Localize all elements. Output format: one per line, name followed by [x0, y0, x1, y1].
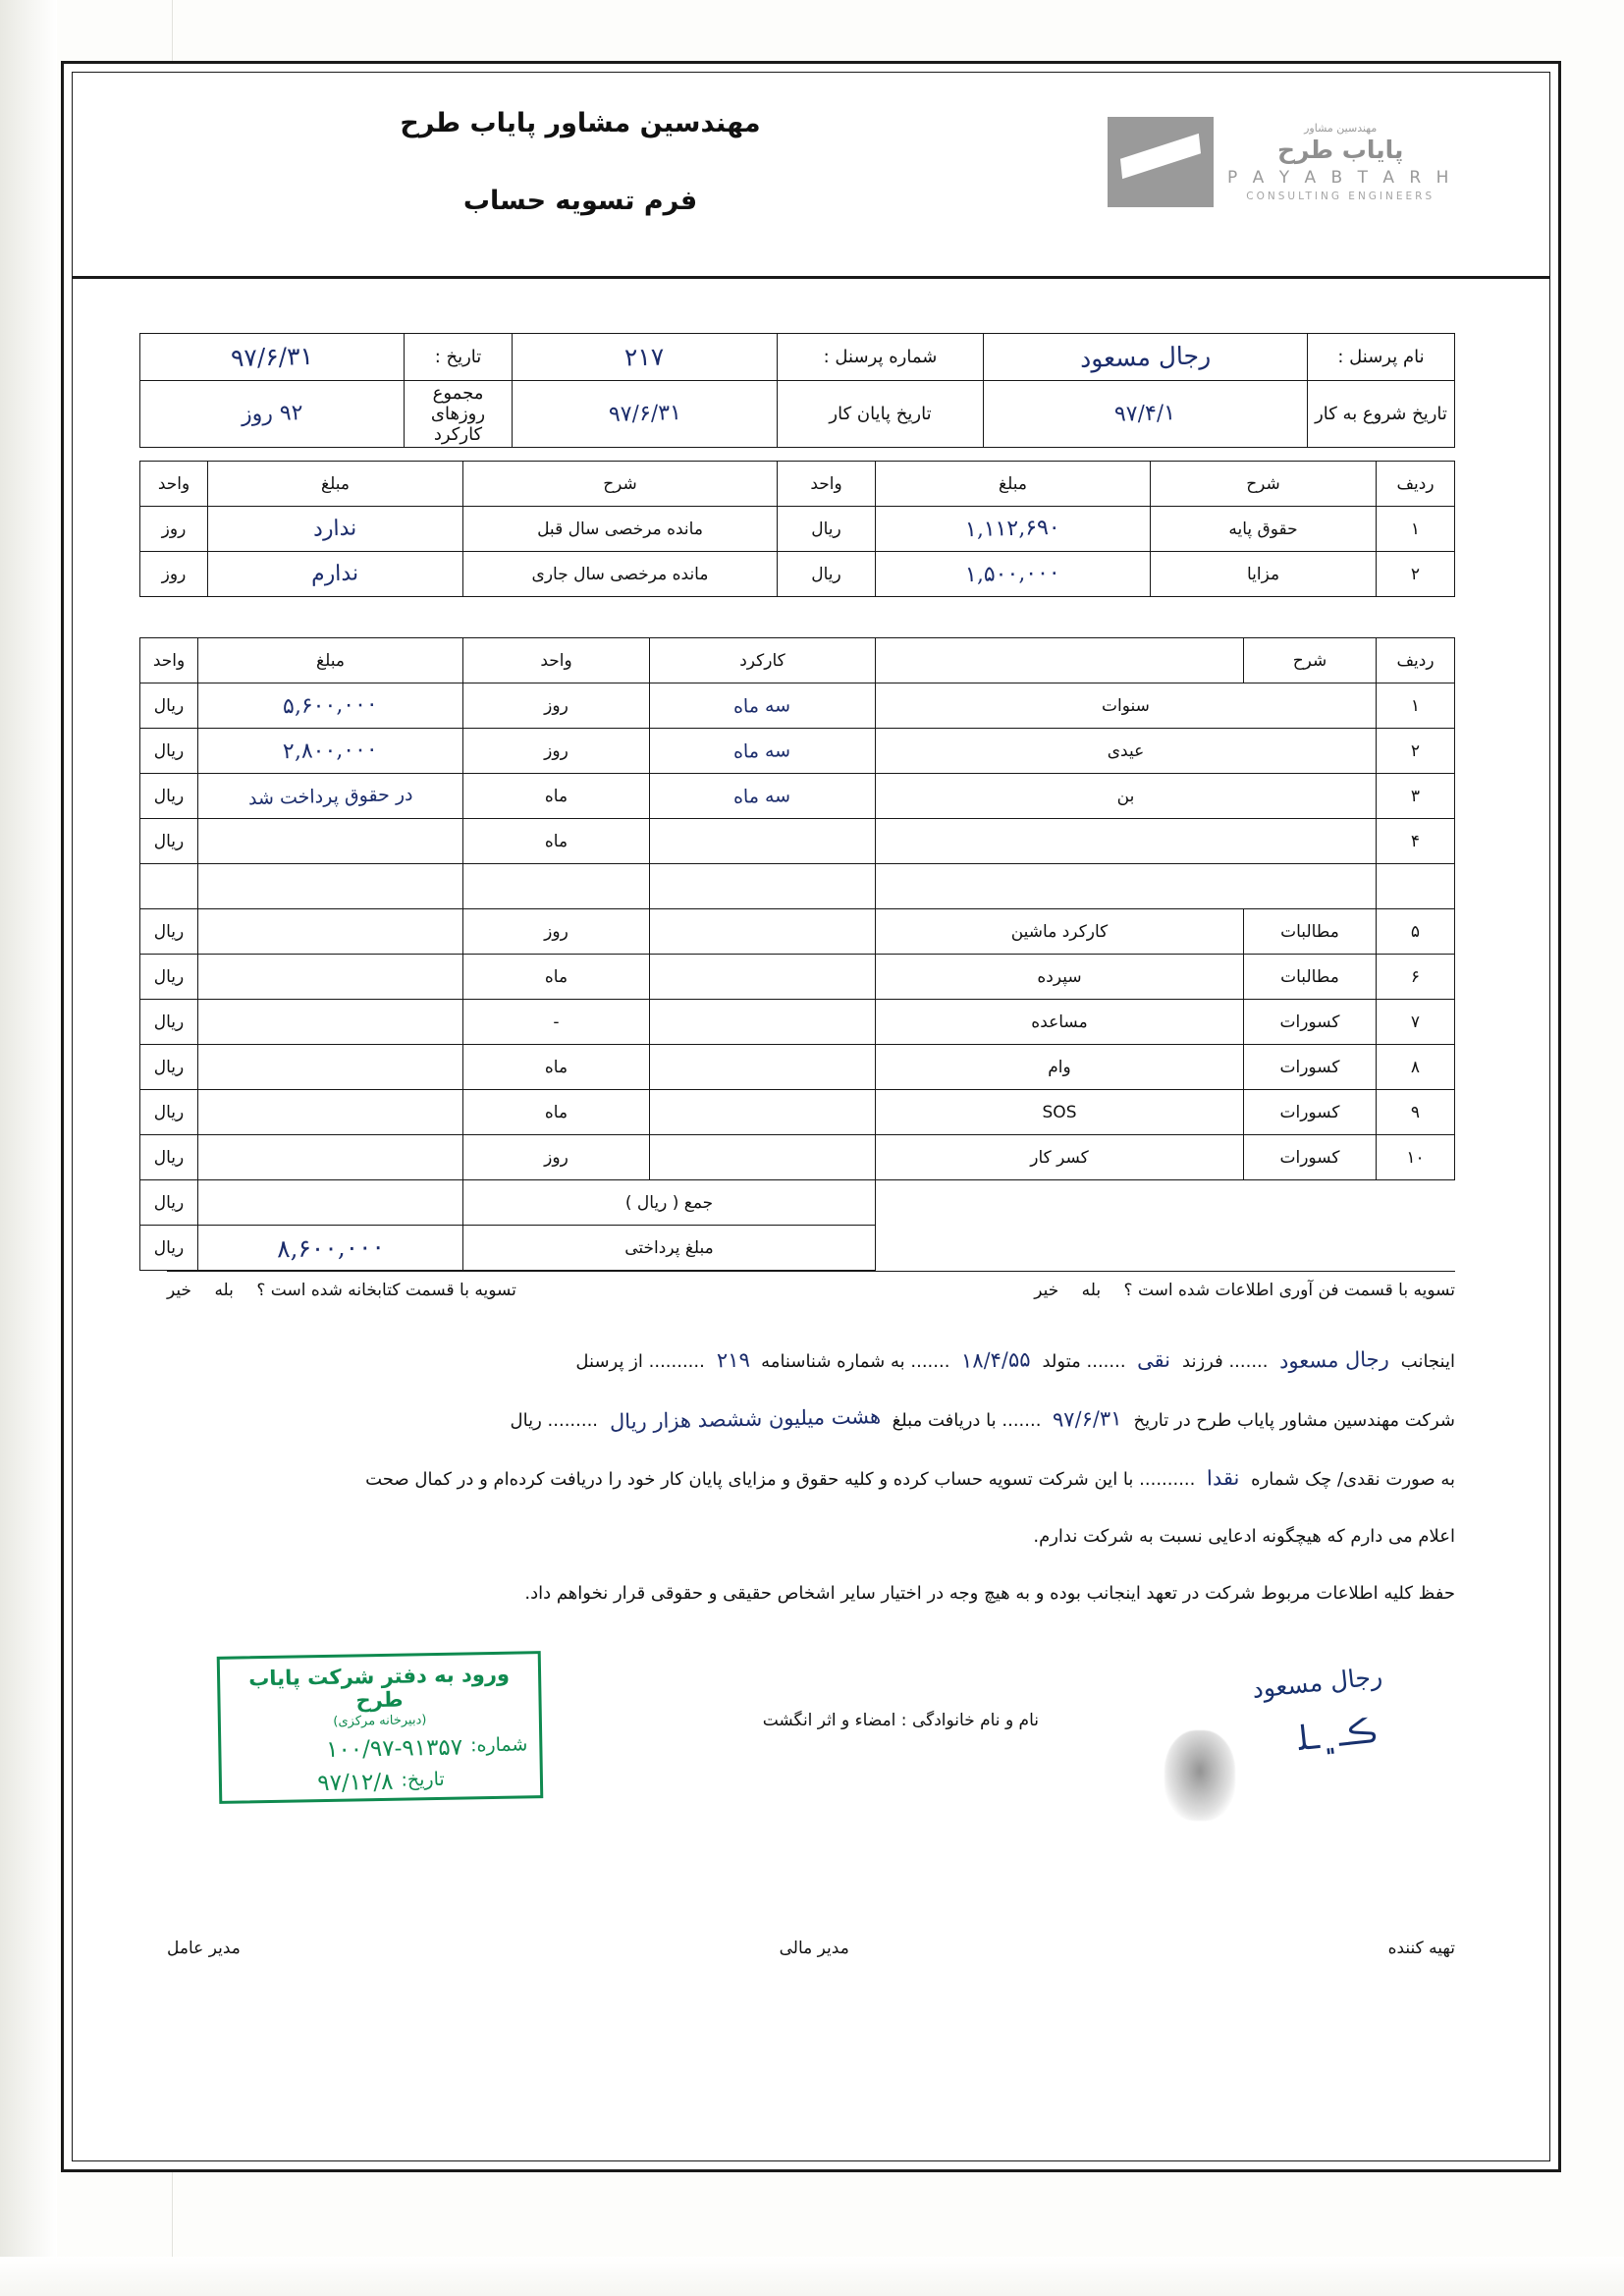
table-row [140, 552, 1455, 597]
t3-r10-work [650, 1135, 876, 1180]
t3-r2-row: ۲ [1377, 729, 1455, 774]
logo-mark-icon [1108, 117, 1214, 207]
settlement-detail-table [139, 637, 1455, 1271]
table-row [140, 1090, 1455, 1135]
question-library-text: تسویه با قسمت کتابخانه شده است ؟ [256, 1281, 516, 1300]
question-library-no[interactable]: خیر [167, 1281, 192, 1300]
t3-spacer-unit [463, 864, 650, 909]
t3-r5-amount [198, 909, 463, 955]
table-sum-row [140, 1180, 1455, 1226]
info-name-label: نام پرسنل : [1308, 334, 1455, 381]
t3-r6-work [650, 955, 876, 1000]
t3-r7-work [650, 1000, 876, 1045]
decl-l1-a: اینجانب [1400, 1351, 1455, 1372]
t2-r1-desc-left: مانده مرخصی سال قبل [463, 507, 778, 552]
signature-finance-manager: مدیر مالی [779, 1939, 849, 1958]
declaration-line-2 [167, 1391, 1455, 1449]
t3-header-cat: شرح [1244, 638, 1377, 683]
t2-header-desc-left: شرح [463, 462, 778, 507]
stamp-number-value: ۱۰۰/۹۷-۹۱۳۵۷ [325, 1734, 463, 1763]
table-row-spacer [140, 864, 1455, 909]
stamp-date-row [234, 1767, 528, 1797]
info-start-value: ۹۷/۴/۱ [984, 381, 1308, 448]
table-header-row [140, 638, 1455, 683]
t3-sum-unit: ریال [140, 1180, 198, 1226]
table-header-row [140, 462, 1455, 507]
personnel-info-table [139, 333, 1455, 448]
fingerprint-mark [1164, 1730, 1235, 1821]
t3-header-unit2: واحد [140, 638, 198, 683]
table-row [140, 955, 1455, 1000]
table-row [140, 381, 1455, 448]
stamp-subtitle: (دبیرخانه مرکزی) [333, 1713, 427, 1729]
question-it-yes[interactable]: بله [1081, 1281, 1102, 1300]
info-end-label: تاریخ پایان کار [778, 381, 984, 448]
t3-sum-amount [198, 1180, 463, 1226]
t2-r2-unit-left: روز [140, 552, 208, 597]
t3-r6-desc: سپرده [876, 955, 1244, 1000]
t2-r2-amount-left: ندارم [208, 552, 463, 597]
form-title: فرم تسویه حساب [462, 186, 698, 216]
info-personnel-no-label: شماره پرسنل : [778, 334, 984, 381]
document-frame [61, 61, 1561, 2172]
document-inner-border [72, 72, 1550, 2161]
decl-settle-date: ۹۷/۶/۳۱ [1052, 1406, 1122, 1432]
t3-r8-cat: کسورات [1244, 1045, 1377, 1090]
decl-l1-d: به شماره شناسنامه [761, 1351, 905, 1372]
t3-r9-unit2: ریال [140, 1090, 198, 1135]
scan-bottom-shadow [0, 2257, 1624, 2296]
t3-r6-cat: مطالبات [1244, 955, 1377, 1000]
t2-header-amount-right: مبلغ [876, 462, 1151, 507]
t3-r1-amount: ۵,۶۰۰,۰۰۰ [198, 683, 463, 729]
t3-r9-unit: ماه [463, 1090, 650, 1135]
question-library-clearance [167, 1281, 516, 1300]
t3-r4-amount [198, 819, 463, 864]
decl-payment-method: نقدا [1206, 1465, 1240, 1491]
stamp-number-row [233, 1733, 527, 1764]
t2-r2-desc-right: مزایا [1151, 552, 1377, 597]
t3-r6-unit2: ریال [140, 955, 198, 1000]
t3-r3-work: سه ماه [650, 774, 876, 819]
decl-l2-b: با دریافت مبلغ [892, 1410, 997, 1431]
t3-r2-unit2: ریال [140, 729, 198, 774]
decl-name-value: رجال مسعود [1279, 1346, 1390, 1374]
t3-r6-amount [198, 955, 463, 1000]
declaration-text [167, 1332, 1455, 1622]
t3-r2-unit: روز [463, 729, 650, 774]
t3-r9-desc: SOS [876, 1090, 1244, 1135]
table-paid-row [140, 1226, 1455, 1271]
table-row [140, 683, 1455, 729]
t3-spacer-work [650, 864, 876, 909]
decl-amount-words: هشت میلیون ششصد هزار ریال [609, 1404, 882, 1434]
t3-r5-unit2: ریال [140, 909, 198, 955]
t3-r6-unit: ماه [463, 955, 650, 1000]
t3-paid-unit: ریال [140, 1226, 198, 1271]
table-row [140, 819, 1455, 864]
t2-header-row: ردیف [1377, 462, 1455, 507]
t2-r2-amount-right: ۱,۵۰۰,۰۰۰ [876, 552, 1151, 597]
t3-r10-amount [198, 1135, 463, 1180]
logo-en-subtitle: CONSULTING ENGINEERS [1246, 191, 1435, 203]
t3-spacer-desc [876, 864, 1377, 909]
table-row [140, 1000, 1455, 1045]
registry-stamp [217, 1651, 544, 1804]
info-total-days-value: ۹۲ روز [140, 381, 405, 448]
t3-r3-row: ۳ [1377, 774, 1455, 819]
signature-handwritten-name: رجال مسعود [1250, 1662, 1384, 1704]
bottom-signature-row [167, 1939, 1455, 1958]
declaration-line-5: حفظ کلیه اطلاعات مربوط شرکت در تعهد اینجانب بوده و به هیچ وجه در اختیار سایر اشخاص حقیقی و حقوقی قرار نخواهم داد. [524, 1583, 1455, 1604]
t3-r1-row: ۱ [1377, 683, 1455, 729]
decl-l2-a: شرکت مهندسین مشاور پایاب طرح در تاریخ [1133, 1410, 1455, 1431]
t2-header-amount-left: مبلغ [208, 462, 463, 507]
t3-header-desc [876, 638, 1244, 683]
stamp-date-value: ۹۷/۱۲/۸ [317, 1769, 394, 1797]
table-row [140, 774, 1455, 819]
decl-birth-value: ۱۸/۴/۵۵ [960, 1347, 1031, 1373]
t2-header-unit-right: واحد [778, 462, 876, 507]
decl-dots-6: ......... [547, 1410, 599, 1431]
t3-r3-unit: ماه [463, 774, 650, 819]
declaration-line-1 [167, 1332, 1455, 1391]
t3-r6-row: ۶ [1377, 955, 1455, 1000]
decl-dots-3: ....... [910, 1351, 950, 1372]
t3-r2-desc: عیدی [876, 729, 1377, 774]
t3-r8-desc: وام [876, 1045, 1244, 1090]
t2-r1-desc-right: حقوق پایه [1151, 507, 1377, 552]
decl-l1-b: فرزند [1182, 1351, 1223, 1372]
t3-sum-label: جمع ( ریال ) [463, 1180, 876, 1226]
decl-l2-c: ریال [510, 1410, 542, 1431]
t3-r4-desc [876, 819, 1377, 864]
t3-r10-unit2: ریال [140, 1135, 198, 1180]
declaration-line-4: اعلام می دارم که هیچگونه ادعایی نسبت به شرکت ندارم. [1033, 1526, 1455, 1547]
logo-fa-small: مهندسین مشاور [1304, 121, 1378, 135]
t3-r7-cat: کسورات [1244, 1000, 1377, 1045]
info-start-label: تاریخ شروع به کار [1308, 381, 1455, 448]
t3-r8-work [650, 1045, 876, 1090]
t2-r1-unit-left: روز [140, 507, 208, 552]
t3-header-unit: واحد [463, 638, 650, 683]
decl-l1-c: متولد [1042, 1351, 1081, 1372]
t3-r4-work [650, 819, 876, 864]
info-personnel-no-value: ۲۱۷ [513, 334, 778, 381]
table-row [140, 334, 1455, 381]
signature-preparer: تهیه کننده [1387, 1939, 1455, 1958]
logo-text-block [1227, 122, 1453, 202]
t3-r8-unit: ماه [463, 1045, 650, 1090]
info-total-days-label: مجموع روزهای کارکرد [405, 381, 513, 448]
t3-r9-amount [198, 1090, 463, 1135]
table-row [140, 909, 1455, 955]
t3-r9-cat: کسورات [1244, 1090, 1377, 1135]
t3-r2-amount: ۲,۸۰۰,۰۰۰ [198, 729, 463, 774]
t3-r8-amount [198, 1045, 463, 1090]
t3-r7-amount [198, 1000, 463, 1045]
t3-r1-work: سه ماه [650, 683, 876, 729]
decl-dots-4: .......... [648, 1351, 705, 1372]
decl-dots-1: ....... [1228, 1351, 1269, 1372]
t2-header-desc-right: شرح [1151, 462, 1377, 507]
signature-ceo: مدیر عامل [167, 1939, 241, 1958]
t3-r8-unit2: ریال [140, 1045, 198, 1090]
t3-r7-unit: - [463, 1000, 650, 1045]
table-row [140, 729, 1455, 774]
question-it-no[interactable]: خیر [1034, 1281, 1059, 1300]
t3-r10-cat: کسورات [1244, 1135, 1377, 1180]
t2-r1-amount-right: ۱,۱۱۲,۶۹۰ [876, 507, 1151, 552]
question-it-clearance [1034, 1281, 1455, 1300]
info-end-value: ۹۷/۶/۳۱ [513, 381, 778, 448]
t3-r7-row: ۷ [1377, 1000, 1455, 1045]
t3-r1-desc: سنوات [876, 683, 1377, 729]
t3-r5-work [650, 909, 876, 955]
t3-spacer-unit2 [140, 864, 198, 909]
t3-header-work: کارکرد [650, 638, 876, 683]
stamp-title: ورود به دفتر شرکت پایاب طرح [247, 1662, 511, 1713]
document-header [73, 73, 1549, 279]
table-row [140, 1135, 1455, 1180]
t3-paid-blank [876, 1226, 1455, 1271]
t3-r5-unit: روز [463, 909, 650, 955]
decl-dots-7: .......... [1139, 1469, 1196, 1490]
t3-r4-unit2: ریال [140, 819, 198, 864]
t3-r10-desc: کسر کار [876, 1135, 1244, 1180]
signature-label: نام و نام خانوادگی : امضاء و اثر انگشت [762, 1711, 1039, 1730]
decl-dots-5: ....... [1001, 1410, 1042, 1431]
info-name-value: رجال مسعود [984, 334, 1308, 381]
decl-dots-2: ....... [1086, 1351, 1126, 1372]
t3-r3-unit2: ریال [140, 774, 198, 819]
t3-r2-work: سه ماه [650, 729, 876, 774]
decl-id-value: ۲۱۹ [716, 1347, 750, 1373]
t3-header-amount: مبلغ [198, 638, 463, 683]
t3-r1-unit: روز [463, 683, 650, 729]
company-logo [1108, 98, 1490, 226]
t3-r5-row: ۵ [1377, 909, 1455, 955]
t3-r7-unit2: ریال [140, 1000, 198, 1045]
t3-r8-row: ۸ [1377, 1045, 1455, 1090]
info-date-label: تاریخ : [405, 334, 513, 381]
declaration-line-3 [167, 1449, 1455, 1508]
table-row [140, 1045, 1455, 1090]
t3-r9-work [650, 1090, 876, 1135]
document-body [73, 279, 1549, 2160]
t2-r1-row: ۱ [1377, 507, 1455, 552]
t3-paid-amount: ۸,۶۰۰,۰۰۰ [198, 1226, 463, 1271]
t3-spacer-amount [198, 864, 463, 909]
t3-r5-desc: کارکرد ماشین [876, 909, 1244, 955]
question-it-text: تسویه با قسمت فن آوری اطلاعات شده است ؟ [1123, 1281, 1455, 1300]
t3-r7-desc: مساعده [876, 1000, 1244, 1045]
scan-edge-shadow [0, 0, 57, 2296]
t2-r2-desc-left: مانده مرخصی سال جاری [463, 552, 778, 597]
t3-r4-row: ۴ [1377, 819, 1455, 864]
t3-r3-amount: در حقوق پرداخت شد [198, 774, 463, 819]
t2-r2-row: ۲ [1377, 552, 1455, 597]
questions-divider [167, 1271, 1455, 1272]
stamp-number-label: شماره: [469, 1733, 528, 1757]
t3-paid-label: مبلغ پرداختی [463, 1226, 876, 1271]
signature-scribble: ڪـ﮼ـﻠ [1296, 1711, 1380, 1760]
salary-leave-table [139, 461, 1455, 597]
t3-r3-desc: بن [876, 774, 1377, 819]
stamp-date-label: تاریخ: [401, 1768, 445, 1791]
t2-r2-unit-right: ریال [778, 552, 876, 597]
table-row [140, 507, 1455, 552]
company-title: مهندسین مشاور پایاب طرح [400, 108, 761, 138]
t2-r1-unit-right: ریال [778, 507, 876, 552]
info-date-value: ۹۷/۶/۳۱ [140, 334, 405, 381]
header-titles [73, 108, 1088, 216]
t3-sum-blank [876, 1180, 1455, 1226]
t3-r9-row: ۹ [1377, 1090, 1455, 1135]
decl-l3-b: با این شرکت تسویه حساب کرده و کلیه حقوق و مزایای پایان کار خود را دریافت کرده‌ام و در کمال صحت [365, 1469, 1134, 1490]
t3-r5-cat: مطالبات [1244, 909, 1377, 955]
t2-header-unit-left: واحد [140, 462, 208, 507]
question-library-yes[interactable]: بله [214, 1281, 234, 1300]
logo-fa-name: پایاب طرح [1276, 135, 1404, 164]
t3-r10-row: ۱۰ [1377, 1135, 1455, 1180]
t3-r10-unit: روز [463, 1135, 650, 1180]
t3-header-row: ردیف [1377, 638, 1455, 683]
t3-spacer-row [1377, 864, 1455, 909]
logo-en-name: P A Y A B T A R H [1227, 168, 1454, 189]
t2-r1-amount-left: ندارد [208, 507, 463, 552]
questions-row [167, 1281, 1455, 1300]
decl-l3-a: به صورت نقدی/ چک شماره [1251, 1469, 1455, 1490]
decl-father-value: نقی [1137, 1347, 1171, 1373]
t3-r4-unit: ماه [463, 819, 650, 864]
decl-l1-e: از پرسنل [575, 1351, 643, 1372]
t3-r1-unit2: ریال [140, 683, 198, 729]
